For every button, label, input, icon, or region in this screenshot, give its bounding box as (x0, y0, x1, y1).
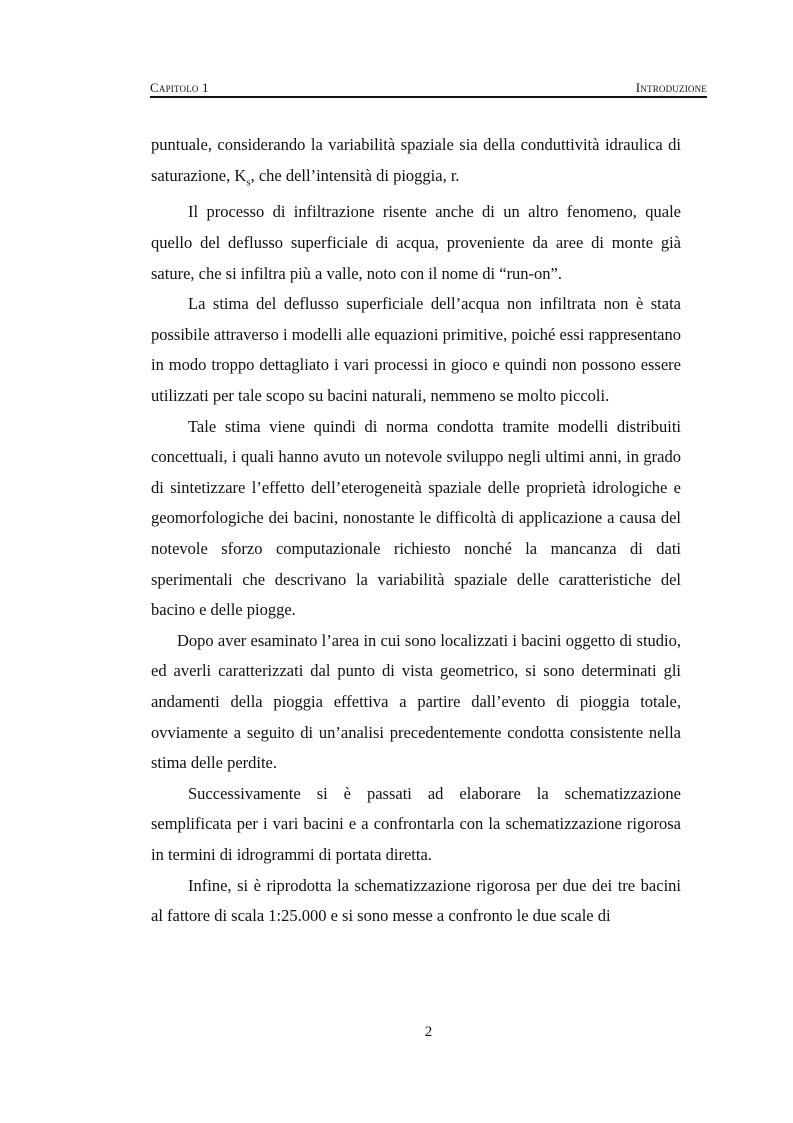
ks-subscript: s (246, 175, 251, 188)
body-text (151, 130, 681, 932)
paragraph-2: Il processo di infiltrazione risente anche di un altro fenomeno, quale quello del deflusso superficiale di acqua, proveniente da aree di monte già sature, che si infiltra più a valle, noto con il nome di “run-on”. (151, 202, 681, 283)
paragraph-7: Infine, si è riprodotta la schematizzazione rigorosa per due dei tre bacini al fattore di scala 1:25.000 e si sono messe a confronto le due scale di (151, 875, 681, 926)
paragraph-6: Successivamente si è passati ad elaborare la schematizzazione semplificata per i vari bacini e a confrontarla con la schematizzazione rigorosa in termini di idrogrammi di portata diretta. (151, 783, 681, 864)
page-number: 2 (424, 1024, 433, 1040)
paragraph-1 (151, 130, 681, 197)
running-header (150, 80, 707, 98)
paragraph-3: La stima del deflusso superficiale dell’acqua non infiltrata non è stata possibile attraverso i modelli alle equazioni primitive, poiché essi rappresentano in modo troppo dettagliato i vari processi in gioco e quindi non possono essere utilizzati per tale scopo su bacini naturali, nemmeno se molto piccoli. (151, 294, 681, 406)
paragraph-1-text-end: , che dell’intensità di pioggia, r. (250, 165, 460, 185)
paragraph-4: Tale stima viene quindi di norma condotta tramite modelli distribuiti concettuali, i quali hanno avuto un notevole sviluppo negli ultimi anni, in grado di sintetizzare l’effetto dell’eterogeneità spaziale delle proprietà idrologiche e geomorfologiche dei bacini, nonostante le difficoltà di applicazione a causa del notevole sforzo computazionale richiesto nonché la mancanza di dati sperimentali che descrivano la variabilità spaziale delle caratteristiche del bacino e delle piogge. (151, 416, 681, 620)
paragraph-5: Dopo aver esaminato l’area in cui sono localizzati i bacini oggetto di studio, ed averli caratterizzati dal punto di vista geometrico, si sono determinati gli andamenti della pioggia effettiva a partire dall’evento di pioggia totale, ovviamente a seguito di un’analisi precedentemente condotta consistente nella stima delle perdite. (151, 630, 681, 773)
chapter-label: Capitolo 1 (150, 80, 209, 95)
paragraph-1-text: puntuale, considerando la variabilità spaziale sia della conduttività idraulica di saturazione, K (151, 135, 681, 185)
section-label: Introduzione (635, 80, 707, 95)
